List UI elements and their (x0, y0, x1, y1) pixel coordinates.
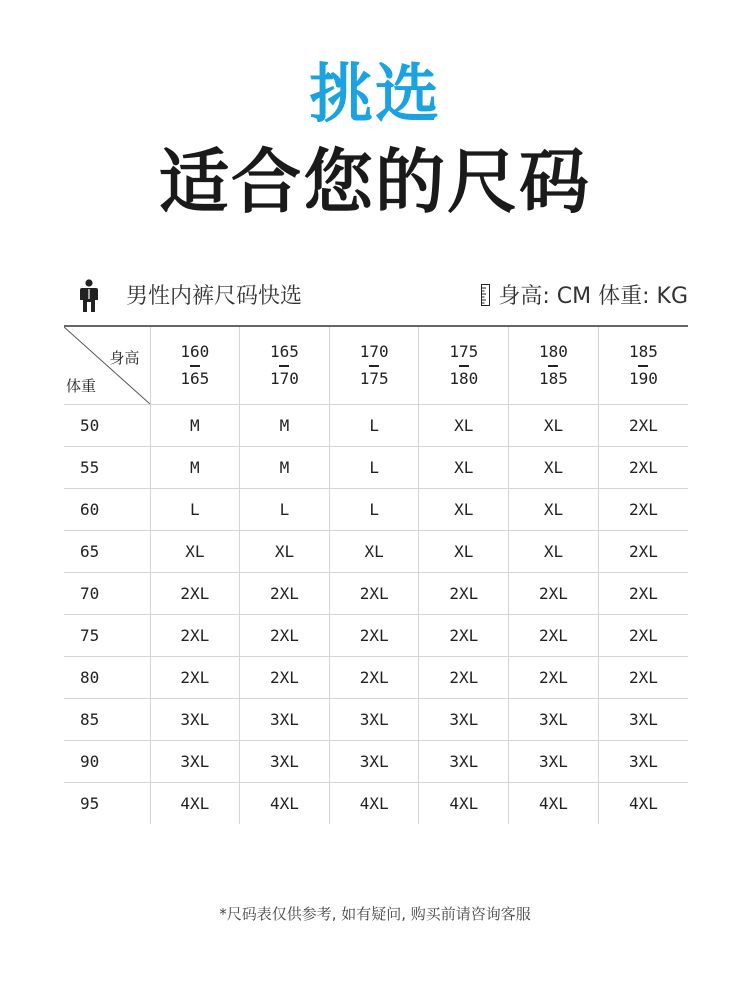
weight-cell: 80 (64, 657, 150, 699)
table-row (64, 615, 688, 657)
size-cell: 3XL (329, 699, 419, 741)
size-cell: 2XL (329, 615, 419, 657)
weight-cell: 70 (64, 573, 150, 615)
size-cell: XL (509, 447, 599, 489)
size-cell: XL (509, 489, 599, 531)
size-cell: 2XL (150, 615, 240, 657)
height-range-header (509, 327, 599, 405)
size-cell: 3XL (509, 699, 599, 741)
corner-height-label: 身高 (109, 349, 140, 367)
size-cell: 2XL (329, 657, 419, 699)
weight-cell: 65 (64, 531, 150, 573)
page-title: 适合您的尺码 (159, 141, 591, 223)
size-cell: 3XL (240, 741, 330, 783)
size-cell: 3XL (150, 699, 240, 741)
table-header-row (64, 327, 688, 405)
table-corner-cell (64, 327, 150, 405)
height-to: 190 (628, 369, 658, 388)
height-from: 175 (449, 342, 479, 361)
height-from: 165 (270, 342, 299, 361)
height-from: 170 (359, 342, 389, 361)
size-cell: 3XL (509, 741, 599, 783)
size-cell: M (240, 405, 330, 447)
size-cell: 4XL (329, 783, 419, 825)
size-cell: L (329, 447, 419, 489)
height-range-header (240, 327, 330, 405)
range-dash (369, 365, 379, 367)
size-cell: L (150, 489, 240, 531)
height-range-header (329, 327, 419, 405)
size-cell: M (150, 447, 240, 489)
size-cell: XL (240, 531, 330, 573)
range-dash (459, 365, 469, 367)
table-row (64, 531, 688, 573)
table-row (64, 405, 688, 447)
height-range-header (150, 327, 240, 405)
size-cell: XL (419, 405, 509, 447)
size-cell: 2XL (419, 657, 509, 699)
size-cell: 2XL (240, 657, 330, 699)
size-cell: XL (329, 531, 419, 573)
size-cell: 3XL (419, 741, 509, 783)
table-row (64, 741, 688, 783)
size-cell: XL (419, 489, 509, 531)
weight-cell: 50 (64, 405, 150, 447)
person-icon (78, 279, 100, 313)
size-cell: XL (419, 531, 509, 573)
size-cell: 2XL (150, 657, 240, 699)
table-row (64, 573, 688, 615)
size-cell: 2XL (598, 489, 688, 531)
size-cell: 4XL (419, 783, 509, 825)
footnote: *尺码表仅供参考, 如有疑问, 购买前请咨询客服 (219, 905, 531, 923)
size-cell: 2XL (598, 531, 688, 573)
size-cell: L (329, 405, 419, 447)
table-row (64, 447, 688, 489)
range-dash (638, 365, 648, 367)
size-cell: M (240, 447, 330, 489)
size-cell: 3XL (598, 699, 688, 741)
title-highlight: 挑选 (309, 58, 441, 132)
height-from: 160 (180, 342, 210, 361)
size-cell: XL (419, 447, 509, 489)
weight-cell: 55 (64, 447, 150, 489)
size-cell: 3XL (329, 741, 419, 783)
size-cell: 2XL (150, 573, 240, 615)
range-dash (548, 365, 558, 367)
size-cell: 3XL (150, 741, 240, 783)
size-cell: 2XL (240, 615, 330, 657)
table-row (64, 699, 688, 741)
size-cell: 2XL (509, 615, 599, 657)
size-guide-header (64, 276, 688, 322)
table-row (64, 783, 688, 825)
size-cell: 3XL (419, 699, 509, 741)
size-cell: 2XL (598, 405, 688, 447)
height-to: 185 (539, 369, 568, 388)
size-cell: M (150, 405, 240, 447)
size-cell: 2XL (598, 447, 688, 489)
weight-cell: 60 (64, 489, 150, 531)
size-cell: 2XL (509, 657, 599, 699)
corner-weight-label: 体重 (66, 377, 97, 395)
table-row (64, 489, 688, 531)
weight-cell: 75 (64, 615, 150, 657)
size-cell: L (240, 489, 330, 531)
size-cell: 3XL (240, 699, 330, 741)
height-to: 165 (180, 369, 210, 388)
height-range-header (419, 327, 509, 405)
units-text: 身高: CM 体重: KG (498, 284, 688, 309)
size-cell: XL (509, 405, 599, 447)
size-cell: 4XL (240, 783, 330, 825)
table-row (64, 657, 688, 699)
weight-cell: 95 (64, 783, 150, 825)
size-cell: 2XL (240, 573, 330, 615)
size-cell: 4XL (509, 783, 599, 825)
size-cell: L (329, 489, 419, 531)
units-label (481, 282, 688, 312)
size-cell: 2XL (329, 573, 419, 615)
size-cell: 2XL (509, 573, 599, 615)
size-cell: 2XL (419, 573, 509, 615)
size-cell: 2XL (419, 615, 509, 657)
height-from: 180 (539, 342, 568, 361)
header-label: 男性内裤尺码快选 (126, 284, 303, 309)
height-to: 170 (270, 369, 299, 388)
size-cell: 4XL (628, 794, 658, 813)
weight-cell: 90 (64, 741, 150, 783)
height-from: 185 (628, 342, 658, 361)
ruler-icon (481, 284, 490, 306)
size-cell: XL (509, 531, 599, 573)
size-cell: 2XL (598, 657, 688, 699)
size-cell: 2XL (598, 573, 688, 615)
size-cell: 2XL (598, 615, 688, 657)
height-to: 175 (359, 369, 389, 388)
size-cell: 4XL (150, 783, 240, 825)
range-dash (279, 365, 289, 367)
height-to: 180 (449, 369, 479, 388)
size-cell: XL (150, 531, 240, 573)
range-dash (190, 365, 200, 367)
size-cell: 3XL (598, 741, 688, 783)
height-range-header (598, 327, 688, 405)
weight-cell: 85 (64, 699, 150, 741)
size-table (64, 327, 688, 824)
